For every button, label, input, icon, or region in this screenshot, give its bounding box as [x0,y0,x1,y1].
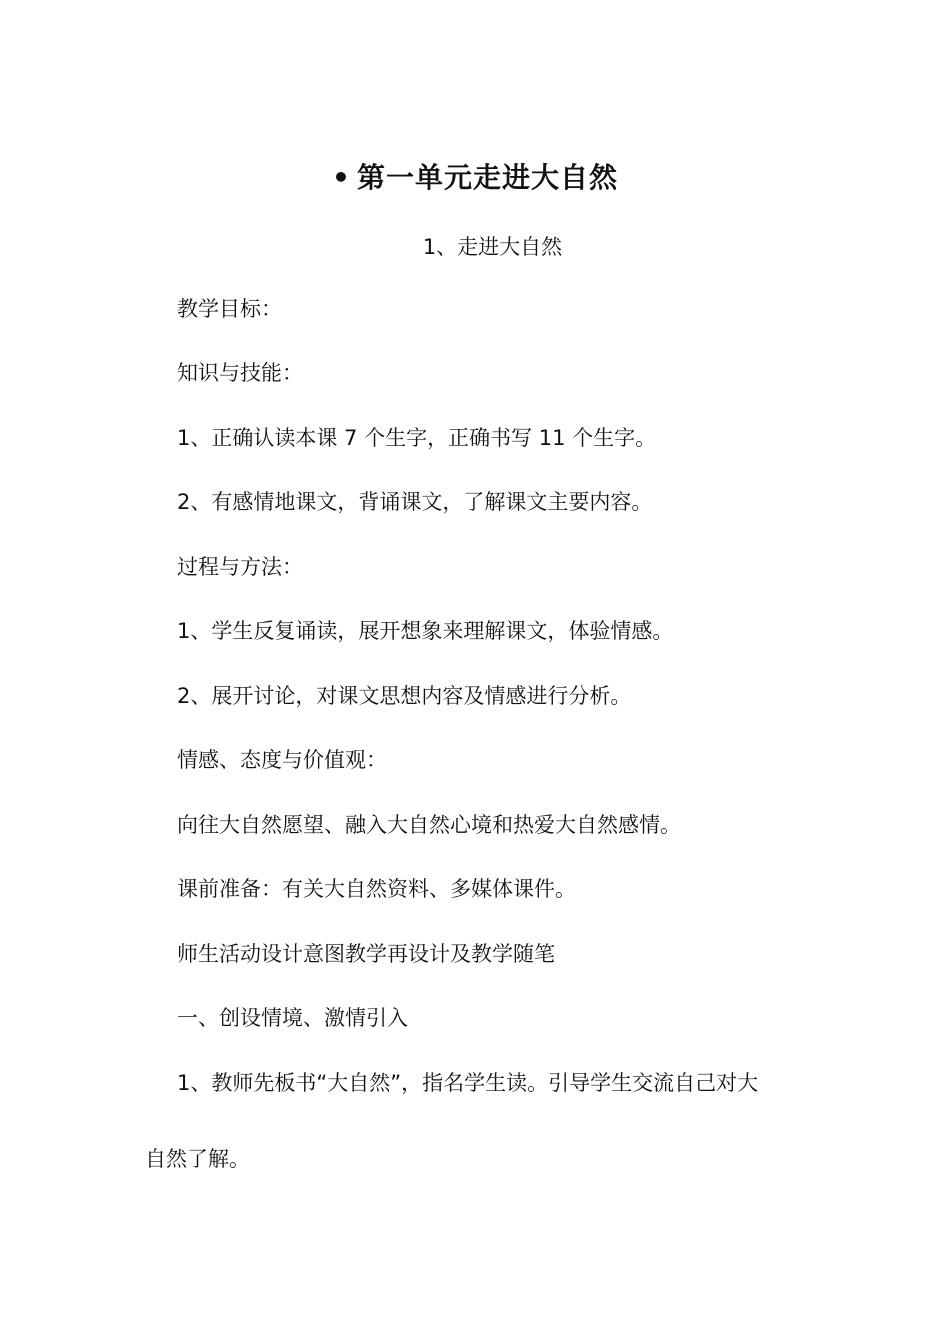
paragraph-knowledge-item-1: 1、正确认读本课 7 个生字，正确书写 11 个生字。 [177,426,657,450]
paragraph-emotion-values: 情感、态度与价值观： [177,748,387,772]
paragraph-emotion-item: 向往大自然愿望、融入大自然心境和热爱大自然感情。 [177,813,681,837]
unit-title-text: 第一单元走进大自然 [356,161,618,194]
paragraph-activity-design: 师生活动设计意图教学再设计及教学随笔 [177,942,555,966]
paragraph-knowledge-item-2: 2、有感情地课文，背诵课文，了解课文主要内容。 [177,490,653,514]
paragraph-preparation: 课前准备：有关大自然资料、多媒体课件。 [177,877,576,901]
paragraph-process-item-1: 1、学生反复诵读，展开想象来理解课文，体验情感。 [177,619,674,643]
lesson-title: 1、走进大自然 [422,235,563,259]
paragraph-section-one-item-1: 1、教师先板书“大自然”，指名学生读。引导学生交流自己对大 [177,1071,759,1095]
title-bullet: • [332,161,351,194]
paragraph-process-methods: 过程与方法： [177,555,303,579]
paragraph-section-one: 一、创设情境、激情引入 [177,1006,408,1030]
paragraph-section-one-item-1-cont: 自然了解。 [145,1147,250,1171]
paragraph-process-item-2: 2、展开讨论，对课文思想内容及情感进行分析。 [177,684,632,708]
unit-title [0,156,950,196]
paragraph-teaching-goals: 教学目标： [177,297,282,321]
paragraph-knowledge-skills: 知识与技能： [177,361,303,385]
